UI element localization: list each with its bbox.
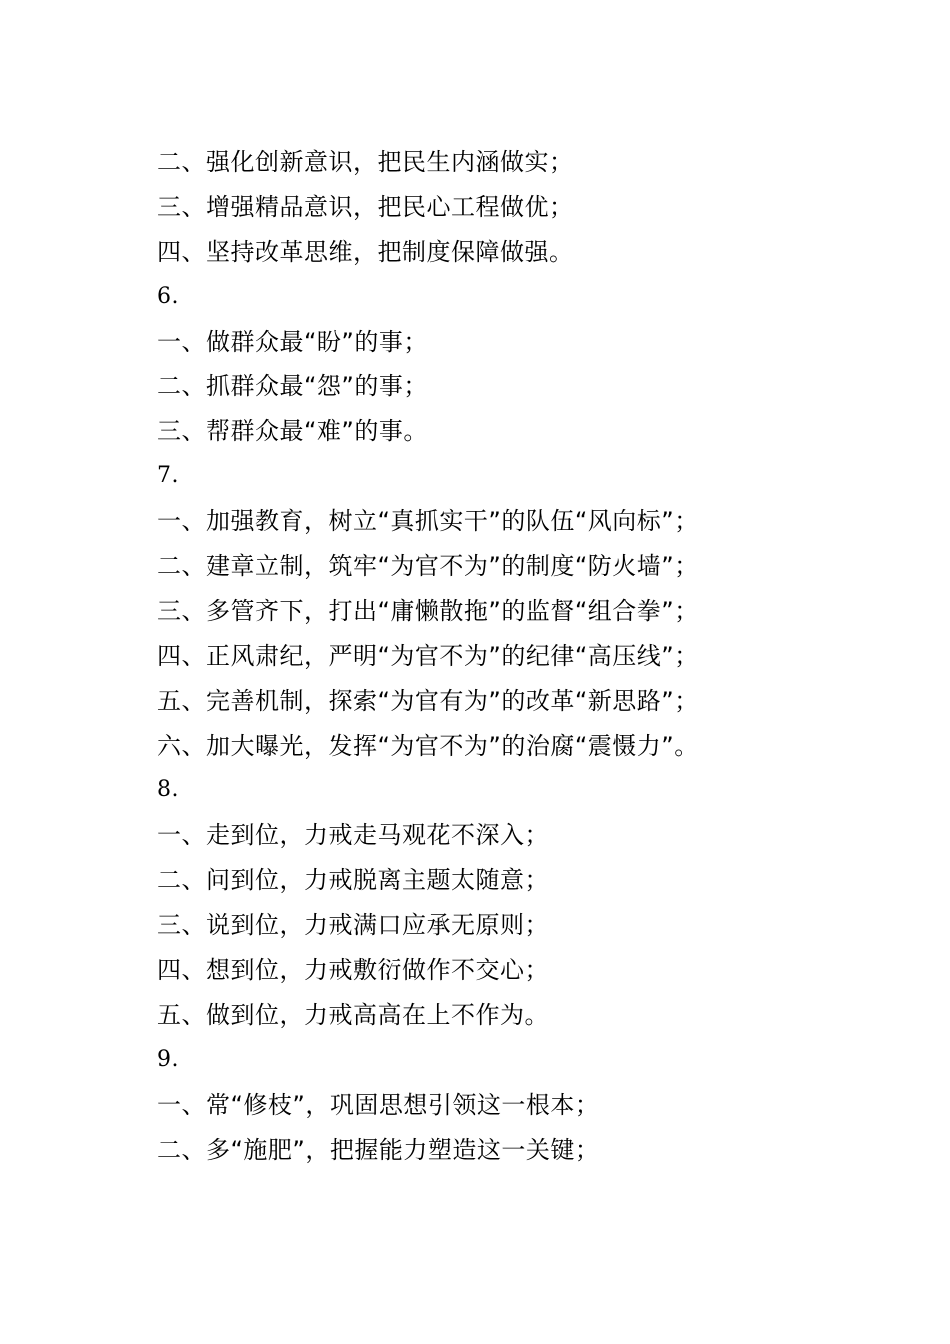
text-line: 二、建章立制，筑牢“为官不为”的制度“防火墙”； bbox=[157, 552, 699, 581]
text-line: 一、加强教育，树立“真抓实干”的队伍“风向标”； bbox=[157, 507, 699, 536]
text-line: 五、做到位，力戒高高在上不作为。 bbox=[157, 1000, 549, 1029]
text-line: 三、增强精品意识，把民心工程做优； bbox=[157, 192, 574, 221]
text-line: 二、问到位，力戒脱离主题太随意； bbox=[157, 866, 549, 895]
document-body bbox=[157, 140, 857, 1172]
text-line: 三、说到位，力戒满口应承无原则； bbox=[157, 911, 549, 940]
text-line: 一、常“修枝”，巩固思想引领这一根本； bbox=[157, 1090, 600, 1119]
section-number: 8. bbox=[157, 777, 179, 803]
text-line: 三、帮群众最“难”的事。 bbox=[157, 417, 428, 446]
text-line: 三、多管齐下，打出“庸懒散拖”的监督“组合拳”； bbox=[157, 596, 699, 625]
text-line: 六、加大曝光，发挥“为官不为”的治腐“震慑力”。 bbox=[157, 731, 699, 760]
section-number: 6. bbox=[157, 283, 179, 309]
text-line: 四、想到位，力戒敷衍做作不交心； bbox=[157, 956, 549, 985]
text-line: 一、做群众最“盼”的事； bbox=[157, 327, 428, 356]
text-line: 五、完善机制，探索“为官有为”的改革“新思路”； bbox=[157, 686, 699, 715]
text-line: 四、坚持改革思维，把制度保障做强。 bbox=[157, 237, 574, 266]
text-line: 一、走到位，力戒走马观花不深入； bbox=[157, 821, 549, 850]
section-number: 7. bbox=[157, 463, 179, 489]
section-number: 9. bbox=[157, 1046, 179, 1072]
text-line: 二、强化创新意识，把民生内涵做实； bbox=[157, 148, 574, 176]
text-line: 二、多“施肥”，把握能力塑造这一关键； bbox=[157, 1135, 600, 1164]
text-line: 二、抓群众最“怨”的事； bbox=[157, 372, 428, 401]
text-line: 四、正风肃纪，严明“为官不为”的纪律“高压线”； bbox=[157, 641, 699, 670]
